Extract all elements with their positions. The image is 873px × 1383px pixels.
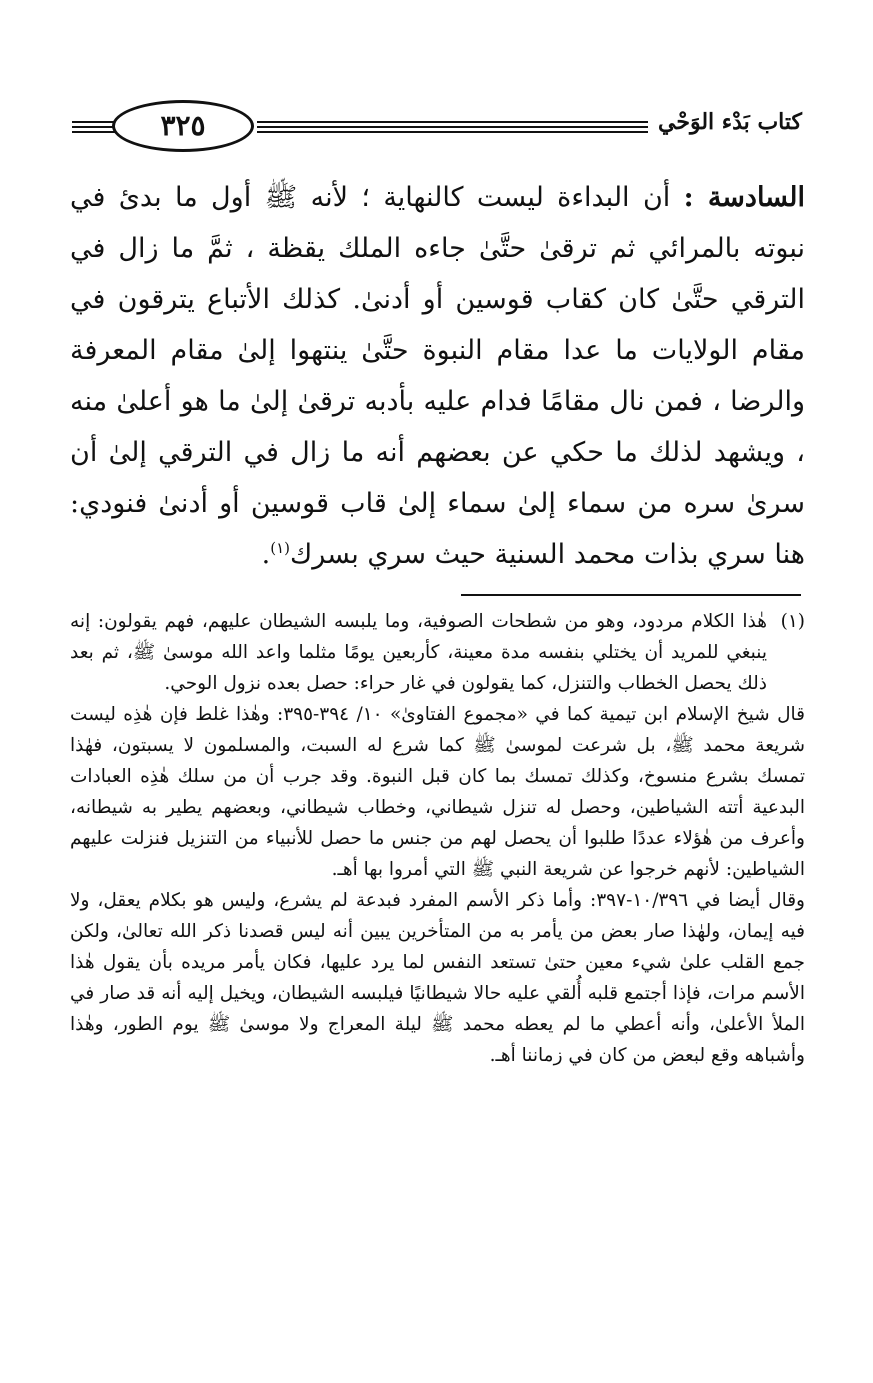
footnote-paragraph: وقال أيضا في ١٠/٣٩٦-٣٩٧: وأما ذكر الأسم المفرد فبدعة لم يشرع، وليس هو بكلام يعقل، ولا فيه إيمان، ولهٰذا صار بعض من يأمر به من المتأخرين يبين أنه ليس قصدنا ذكر الله تعالىٰ، ولكن جمع القلب علىٰ شيء معين حتىٰ تستعد النفس لما يرد عليها، فكان يأمر مريده بأن يقول هٰذا الأسم مرات، فإذا أجتمع قلبه أُلقي عليه حالا شيطانيًا فيلبسه الشيطان، ويخيل إليه أنه قد صار في الملأ الأعلىٰ، وأنه أعطي ما لم يعطه محمد ﷺ ليلة المعراج ولا موسىٰ ﷺ يوم الطور، وهٰذا وأشباهه وقع لبعض من كان في زماننا أهـ. [70,890,805,1066]
footnote [70,606,805,699]
page-number: ٣٢٥ [112,100,254,152]
main-paragraph [70,172,805,580]
footnote-separator [461,594,801,596]
lead-word: السادسة : [683,182,805,213]
footnote-paragraph: قال شيخ الإسلام ابن تيمية كما في «مجموع الفتاوىٰ» ١٠/ ٣٩٤-٣٩٥: وهٰذا غلط فإن هٰذِه ليست شريعة محمد ﷺ، بل شرعت لموسىٰ ﷺ كما شرع له السبت، والمسلمون لا يسبتون، فهٰذا تمسك بشرع منسوخ، وكذلك تمسك بما كان قبل النبوة. وقد جرب أن من سلك هٰذِه العبادات البدعية أتته الشياطين، وحصل له تنزل شيطاني، وخطاب شيطاني، وبعضهم يطير به شيطانه، وأعرف من هٰؤلاء عددًا طلبوا أن يحصل لهم من جنس ما حصل للأنبياء من التنزيل فنزلت عليهم الشياطين: لأنهم خرجوا عن شريعة النبي ﷺ التي أمروا بها أهـ. [70,704,805,880]
main-body [70,172,805,580]
footnote-reference[interactable]: (١) [270,539,291,557]
body-text: أن البداءة ليست كالنهاية ؛ لأنه ﷺ أول ما بدئ في نبوته بالمرائي ثم ترقىٰ حتَّىٰ جاءه الملك يقظة ، ثمَّ ما زال في الترقي حتَّىٰ كان كقاب قوسين أو أدنىٰ. كذلك الأتباع يترقون في مقام الولايات ما عدا مقام النبوة حتَّىٰ ينتهوا إلىٰ مقام المعرفة والرضا ، فمن نال مقامًا فدام عليه بأدبه ترقىٰ إلىٰ ما هو أعلىٰ منه ، ويشهد لذلك ما حكي عن بعضهم أنه ما زال في الترقي إلىٰ أن سرىٰ سره من سماء إلىٰ سماء إلىٰ قاب قوسين أو أدنىٰ فنودي: هنا سري بذات محمد السنية حيث سري بسرك [70,182,805,570]
footnote-paragraph: هٰذا الكلام مردود، وهو من شطحات الصوفية، وما يلبسه الشيطان عليهم، فهم يقولون: إنه ينبغي للمريد أن يختلي بنفسه مدة معينة، كأربعين يومًا مثلما واعد الله موسىٰ ﷺ، ثم بعد ذلك يحصل الخطاب والتنزل، كما يقولون في غار حراء: حصل بعده نزول الوحي. [70,611,767,694]
footnotes [70,606,805,1071]
page-header [72,100,802,160]
running-title: كتاب بَدْء الوَحْي [648,100,802,144]
end-punctuation: . [261,539,271,570]
footnote-marker: (١) [780,611,805,632]
